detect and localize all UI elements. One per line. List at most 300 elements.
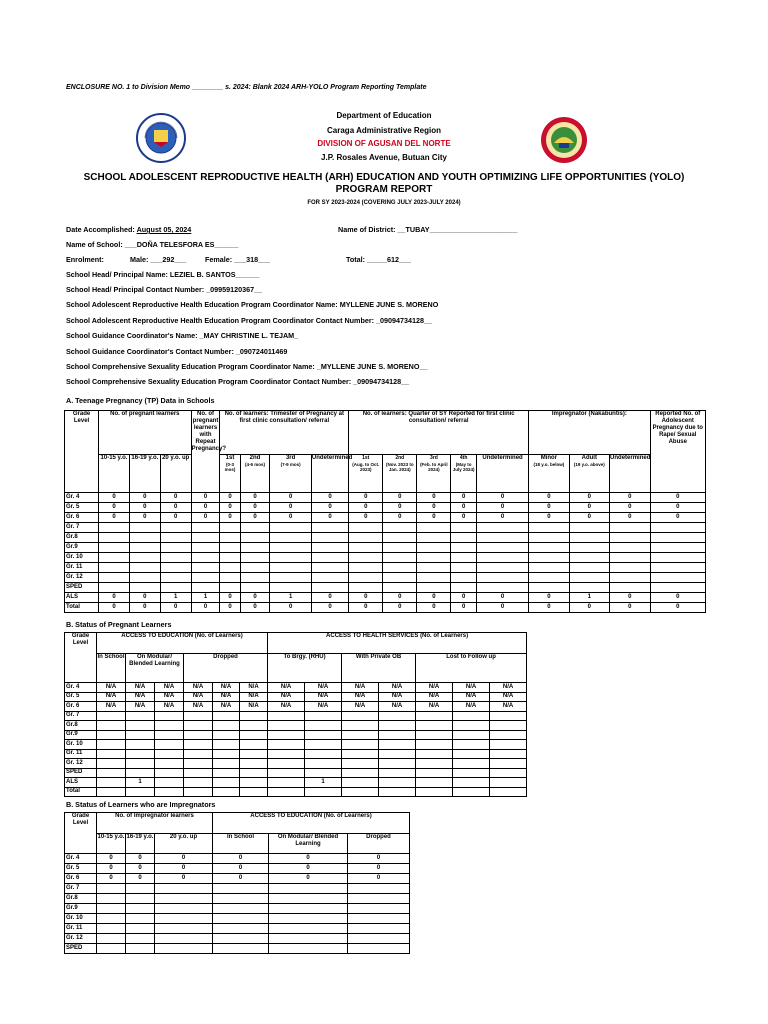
value-cell xyxy=(349,523,383,533)
value-cell: N/A xyxy=(97,683,126,693)
grade-cell: Gr. 10 xyxy=(65,740,97,750)
guidance-contact-label: School Guidance Coordinator's Contact Number: xyxy=(66,347,234,356)
value-cell xyxy=(342,787,379,797)
value-cell xyxy=(569,583,609,593)
value-cell: 0 xyxy=(213,864,269,874)
value-cell xyxy=(269,904,348,914)
value-cell xyxy=(269,934,348,944)
value-cell: 1 xyxy=(160,593,191,603)
value-cell xyxy=(184,749,213,759)
table-row xyxy=(65,934,410,944)
value-cell xyxy=(97,711,126,721)
value-cell xyxy=(213,944,269,954)
value-cell xyxy=(270,543,312,553)
value-cell: 0 xyxy=(349,493,383,503)
table-row xyxy=(65,593,706,603)
value-cell xyxy=(529,543,569,553)
value-cell xyxy=(569,563,609,573)
school-field xyxy=(66,240,238,249)
value-cell xyxy=(126,924,155,934)
value-cell: N/A xyxy=(213,702,240,712)
value-cell xyxy=(417,523,451,533)
quarter-3rd-header: 3rd (Feb. to April 2024) xyxy=(417,455,451,493)
value-cell xyxy=(184,730,213,740)
adult-header: Adult (19 y.o. above) xyxy=(569,455,609,493)
value-cell xyxy=(213,904,269,914)
quarter-header: No. of learners: Quarter of SY Reported for first clinic consultation/ referral xyxy=(349,411,529,455)
value-cell: 1 xyxy=(270,593,312,603)
value-cell xyxy=(191,533,220,543)
value-cell xyxy=(529,533,569,543)
table-row xyxy=(65,523,706,533)
cse-coordinator-label: School Comprehensive Sexuality Education Program Coordinator Name: xyxy=(66,362,315,371)
value-cell xyxy=(99,523,130,533)
value-cell xyxy=(342,730,379,740)
value-cell xyxy=(529,553,569,563)
value-cell: 0 xyxy=(476,603,528,613)
table-row xyxy=(65,874,410,884)
value-cell xyxy=(269,894,348,904)
value-cell: N/A xyxy=(184,702,213,712)
value-cell xyxy=(490,711,527,721)
value-cell xyxy=(155,904,213,914)
value-cell xyxy=(490,721,527,731)
age-20-up-header: 20 y.o. up xyxy=(155,834,213,854)
value-cell xyxy=(417,563,451,573)
guidance-contact-value: _090724011469 xyxy=(235,347,288,356)
value-cell xyxy=(240,759,268,769)
value-cell xyxy=(220,543,240,553)
grade-cell: Gr. 6 xyxy=(65,874,97,884)
access-education-header: ACCESS TO EDUCATION (No. of Learners) xyxy=(213,813,410,834)
value-cell xyxy=(650,553,705,563)
grade-cell: ALS xyxy=(65,593,99,603)
value-cell: N/A xyxy=(379,702,416,712)
value-cell xyxy=(97,787,126,797)
value-cell xyxy=(126,768,155,778)
value-cell: 0 xyxy=(220,513,240,523)
value-cell: 0 xyxy=(610,513,650,523)
value-cell xyxy=(129,553,160,563)
value-cell xyxy=(349,553,383,563)
rape-abuse-header: Reported No. of Adolescent Pregnancy due to Rape/ Sexual Abuse xyxy=(650,411,705,493)
value-cell xyxy=(97,749,126,759)
value-cell xyxy=(348,944,410,954)
value-cell xyxy=(268,787,305,797)
value-cell: 0 xyxy=(349,593,383,603)
value-cell xyxy=(213,730,240,740)
value-cell: 0 xyxy=(240,603,270,613)
value-cell xyxy=(99,553,130,563)
value-cell xyxy=(349,543,383,553)
value-cell xyxy=(476,543,528,553)
value-cell: 0 xyxy=(191,603,220,613)
value-cell xyxy=(417,583,451,593)
value-cell xyxy=(490,730,527,740)
value-cell: N/A xyxy=(305,692,342,702)
value-cell: 0 xyxy=(569,493,609,503)
value-cell xyxy=(311,533,348,543)
value-cell xyxy=(305,768,342,778)
head-contact-value: _09959120367__ xyxy=(206,285,263,294)
table-row xyxy=(65,787,527,797)
value-cell xyxy=(453,711,490,721)
trimester-header: No. of learners: Trimester of Pregnancy at first clinic consultation/ referral xyxy=(220,411,349,455)
value-cell xyxy=(349,533,383,543)
value-cell xyxy=(270,583,312,593)
value-cell xyxy=(569,553,609,563)
table-row xyxy=(65,573,706,583)
value-cell xyxy=(529,583,569,593)
value-cell: N/A xyxy=(240,683,268,693)
table-row xyxy=(65,543,706,553)
value-cell: 0 xyxy=(269,874,348,884)
value-cell xyxy=(213,711,240,721)
value-cell xyxy=(97,924,126,934)
value-cell: 0 xyxy=(160,493,191,503)
value-cell xyxy=(268,721,305,731)
value-cell xyxy=(451,543,477,553)
value-cell: N/A xyxy=(155,702,184,712)
value-cell: N/A xyxy=(126,683,155,693)
value-cell xyxy=(155,787,184,797)
value-cell xyxy=(99,543,130,553)
value-cell xyxy=(184,787,213,797)
value-cell xyxy=(490,787,527,797)
value-cell xyxy=(126,934,155,944)
value-cell xyxy=(155,884,213,894)
value-cell xyxy=(342,711,379,721)
value-cell xyxy=(342,721,379,731)
value-cell xyxy=(569,523,609,533)
value-cell xyxy=(240,533,270,543)
date-field xyxy=(66,225,191,234)
value-cell: 0 xyxy=(155,864,213,874)
value-cell: 0 xyxy=(476,503,528,513)
value-cell: 0 xyxy=(99,593,130,603)
value-cell: N/A xyxy=(184,692,213,702)
value-cell xyxy=(650,543,705,553)
value-cell: 0 xyxy=(269,864,348,874)
value-cell: 0 xyxy=(610,493,650,503)
cse-coordinator-value: _MYLLENE JUNE S. MORENO__ xyxy=(316,362,428,371)
value-cell: 0 xyxy=(349,603,383,613)
value-cell xyxy=(97,768,126,778)
grade-cell: Gr. 12 xyxy=(65,573,99,583)
value-cell: 0 xyxy=(311,513,348,523)
value-cell: N/A xyxy=(240,692,268,702)
value-cell xyxy=(476,583,528,593)
value-cell xyxy=(160,533,191,543)
access-health-header: ACCESS TO HEALTH SERVICES (No. of Learners) xyxy=(268,633,527,654)
value-cell: 0 xyxy=(97,874,126,884)
value-cell: N/A xyxy=(305,702,342,712)
value-cell xyxy=(379,768,416,778)
value-cell xyxy=(155,944,213,954)
value-cell: 0 xyxy=(129,593,160,603)
value-cell xyxy=(416,730,453,740)
value-cell: 0 xyxy=(160,513,191,523)
repeat-pregnancy-header: No. of pregnant learners with Repeat Pregnancy? xyxy=(191,411,220,493)
table-row xyxy=(65,759,527,769)
value-cell xyxy=(529,523,569,533)
value-cell xyxy=(126,884,155,894)
value-cell xyxy=(184,721,213,731)
value-cell xyxy=(416,749,453,759)
header-address: J.P. Rosales Avenue, Butuan City xyxy=(321,153,447,162)
value-cell xyxy=(416,740,453,750)
value-cell xyxy=(240,553,270,563)
impregnator-undetermined-header: Undetermined xyxy=(610,455,650,493)
value-cell xyxy=(453,759,490,769)
grade-cell: Gr. 10 xyxy=(65,553,99,563)
value-cell: N/A xyxy=(453,683,490,693)
value-cell xyxy=(610,583,650,593)
value-cell xyxy=(240,740,268,750)
value-cell: N/A xyxy=(155,683,184,693)
age-10-15-header: 10-15 y.o. xyxy=(97,834,126,854)
value-cell xyxy=(184,778,213,788)
enclosure-note: ENCLOSURE NO. 1 to Division Memo ________ s. 2024: Blank 2024 ARH-YOLO Program Reporting Template xyxy=(66,84,427,91)
value-cell xyxy=(379,778,416,788)
impregnator-status-table xyxy=(64,812,410,954)
value-cell xyxy=(213,894,269,904)
value-cell: N/A xyxy=(453,692,490,702)
value-cell: 0 xyxy=(417,603,451,613)
cse-contact-label: School Comprehensive Sexuality Education Program Coordinator Contact Number: xyxy=(66,377,352,386)
value-cell xyxy=(213,740,240,750)
lost-follow-up-header: Lost to Follow up xyxy=(416,654,527,683)
value-cell xyxy=(129,543,160,553)
minor-header: Minor (18 y.o. below) xyxy=(529,455,569,493)
value-cell: 0 xyxy=(311,493,348,503)
enrolment-label: Enrolment: xyxy=(66,255,104,264)
section-a-title: A. Teenage Pregnancy (TP) Data in Schools xyxy=(66,396,215,405)
value-cell: 0 xyxy=(213,854,269,864)
value-cell xyxy=(476,563,528,573)
value-cell xyxy=(305,721,342,731)
value-cell xyxy=(126,904,155,914)
value-cell: 0 xyxy=(191,503,220,513)
value-cell: N/A xyxy=(268,683,305,693)
grade-level-header: Grade Level xyxy=(65,633,97,683)
grade-cell: Gr. 5 xyxy=(65,864,97,874)
value-cell xyxy=(184,740,213,750)
value-cell xyxy=(220,583,240,593)
value-cell xyxy=(126,721,155,731)
value-cell xyxy=(240,721,268,731)
table-row xyxy=(65,493,706,503)
value-cell xyxy=(311,573,348,583)
trimester-1st-header: 1st (0-3 mos) xyxy=(220,455,240,493)
value-cell: 0 xyxy=(220,603,240,613)
value-cell: 0 xyxy=(476,513,528,523)
value-cell: 0 xyxy=(451,603,477,613)
value-cell: 0 xyxy=(451,493,477,503)
value-cell xyxy=(99,563,130,573)
table-row xyxy=(65,864,410,874)
to-brgy-header: To Brgy. (RHU) xyxy=(268,654,342,683)
value-cell xyxy=(213,778,240,788)
value-cell: 0 xyxy=(240,513,270,523)
grade-cell: Gr. 4 xyxy=(65,854,97,864)
male-field xyxy=(130,255,186,264)
value-cell xyxy=(155,730,184,740)
value-cell: 0 xyxy=(383,513,417,523)
trimester-undetermined-header: Undetermined xyxy=(311,455,348,493)
value-cell: 0 xyxy=(126,854,155,864)
value-cell xyxy=(155,721,184,731)
grade-cell: Gr. 12 xyxy=(65,934,97,944)
value-cell xyxy=(240,711,268,721)
value-cell xyxy=(416,778,453,788)
grade-cell: Gr. 11 xyxy=(65,924,97,934)
value-cell: 0 xyxy=(129,513,160,523)
value-cell xyxy=(213,768,240,778)
value-cell: 0 xyxy=(220,493,240,503)
value-cell xyxy=(220,533,240,543)
value-cell xyxy=(417,543,451,553)
value-cell xyxy=(490,749,527,759)
value-cell xyxy=(220,563,240,573)
total-value: _____612___ xyxy=(367,255,412,264)
value-cell xyxy=(569,573,609,583)
value-cell xyxy=(453,730,490,740)
value-cell xyxy=(610,573,650,583)
value-cell xyxy=(160,553,191,563)
value-cell: 0 xyxy=(451,513,477,523)
grade-cell: Gr.9 xyxy=(65,543,99,553)
grade-cell: Gr.8 xyxy=(65,721,97,731)
value-cell: 0 xyxy=(417,493,451,503)
table-row xyxy=(65,730,527,740)
value-cell xyxy=(155,924,213,934)
value-cell: 1 xyxy=(305,778,342,788)
head-contact-field xyxy=(66,285,262,294)
value-cell xyxy=(650,523,705,533)
value-cell xyxy=(453,721,490,731)
value-cell xyxy=(342,759,379,769)
value-cell xyxy=(348,914,410,924)
value-cell xyxy=(270,553,312,563)
value-cell xyxy=(160,543,191,553)
value-cell: 0 xyxy=(610,503,650,513)
value-cell xyxy=(240,768,268,778)
value-cell xyxy=(155,778,184,788)
value-cell: 0 xyxy=(270,503,312,513)
header-division: DIVISION OF AGUSAN DEL NORTE xyxy=(317,139,451,148)
value-cell xyxy=(529,573,569,583)
value-cell xyxy=(342,749,379,759)
guidance-label: School Guidance Coordinator's Name: xyxy=(66,331,198,340)
value-cell xyxy=(155,711,184,721)
table-row xyxy=(65,702,527,712)
value-cell xyxy=(126,740,155,750)
age-16-19-header: 16-19 y.o. xyxy=(126,834,155,854)
value-cell: 0 xyxy=(129,493,160,503)
dropped-header: Dropped xyxy=(184,654,268,683)
grade-cell: Total xyxy=(65,603,99,613)
value-cell xyxy=(97,904,126,914)
value-cell xyxy=(129,573,160,583)
value-cell xyxy=(240,583,270,593)
private-ob-header: With Private OB xyxy=(342,654,416,683)
access-education-header: ACCESS TO EDUCATION (No. of Learners) xyxy=(97,633,268,654)
grade-cell: Gr. 12 xyxy=(65,759,97,769)
guidance-value: _MAY CHRISTINE L. TEJAM_ xyxy=(199,331,299,340)
value-cell: 0 xyxy=(529,493,569,503)
quarter-2nd-header: 2nd (Nov. 2023 to Jan. 2024) xyxy=(383,455,417,493)
value-cell: 0 xyxy=(270,513,312,523)
value-cell xyxy=(97,721,126,731)
value-cell xyxy=(220,523,240,533)
value-cell xyxy=(610,523,650,533)
value-cell xyxy=(97,944,126,954)
value-cell: N/A xyxy=(342,702,379,712)
value-cell xyxy=(184,759,213,769)
impregnator-header: Impregnator (Nakabuntis): xyxy=(529,411,650,455)
value-cell xyxy=(99,583,130,593)
value-cell: 0 xyxy=(417,503,451,513)
arh-coordinator-field xyxy=(66,300,438,309)
value-cell xyxy=(349,573,383,583)
value-cell: 0 xyxy=(650,493,705,503)
value-cell xyxy=(155,894,213,904)
quarter-1st-header: 1st (Aug. to Oct. 2023) xyxy=(349,455,383,493)
value-cell: N/A xyxy=(97,692,126,702)
table-row xyxy=(65,711,527,721)
value-cell xyxy=(268,711,305,721)
value-cell xyxy=(240,787,268,797)
value-cell xyxy=(490,778,527,788)
value-cell xyxy=(160,573,191,583)
value-cell xyxy=(160,563,191,573)
value-cell xyxy=(529,563,569,573)
report-title: SCHOOL ADOLESCENT REPRODUCTIVE HEALTH (ARH) EDUCATION AND YOUTH OPTIMIZING LIFE OPPORTUNITIES (YOLO) PROGRAM REPORT xyxy=(83,172,685,195)
grade-cell: Gr. 7 xyxy=(65,884,97,894)
value-cell xyxy=(126,749,155,759)
value-cell xyxy=(650,563,705,573)
value-cell: N/A xyxy=(213,683,240,693)
section-c-title: B. Status of Learners who are Impregnators xyxy=(66,800,216,809)
grade-level-header: Grade Level xyxy=(65,411,99,493)
head-label: School Head/ Principal Name: xyxy=(66,270,168,279)
value-cell: 0 xyxy=(160,503,191,513)
value-cell xyxy=(268,759,305,769)
pregnant-status-table xyxy=(64,632,527,797)
head-contact-label: School Head/ Principal Contact Number: xyxy=(66,285,205,294)
value-cell xyxy=(97,884,126,894)
value-cell: N/A xyxy=(268,692,305,702)
value-cell xyxy=(383,533,417,543)
value-cell xyxy=(155,759,184,769)
value-cell: 0 xyxy=(99,513,130,523)
value-cell: N/A xyxy=(342,692,379,702)
table-row xyxy=(65,603,706,613)
value-cell xyxy=(99,533,130,543)
value-cell xyxy=(240,778,268,788)
value-cell xyxy=(383,563,417,573)
value-cell: 0 xyxy=(529,603,569,613)
value-cell xyxy=(305,749,342,759)
value-cell xyxy=(191,543,220,553)
value-cell xyxy=(213,721,240,731)
value-cell: N/A xyxy=(213,692,240,702)
school-value: ___DOÑA TELESFORA ES______ xyxy=(124,240,239,249)
section-b-title: B. Status of Pregnant Learners xyxy=(66,620,172,629)
value-cell xyxy=(126,944,155,954)
value-cell xyxy=(240,543,270,553)
